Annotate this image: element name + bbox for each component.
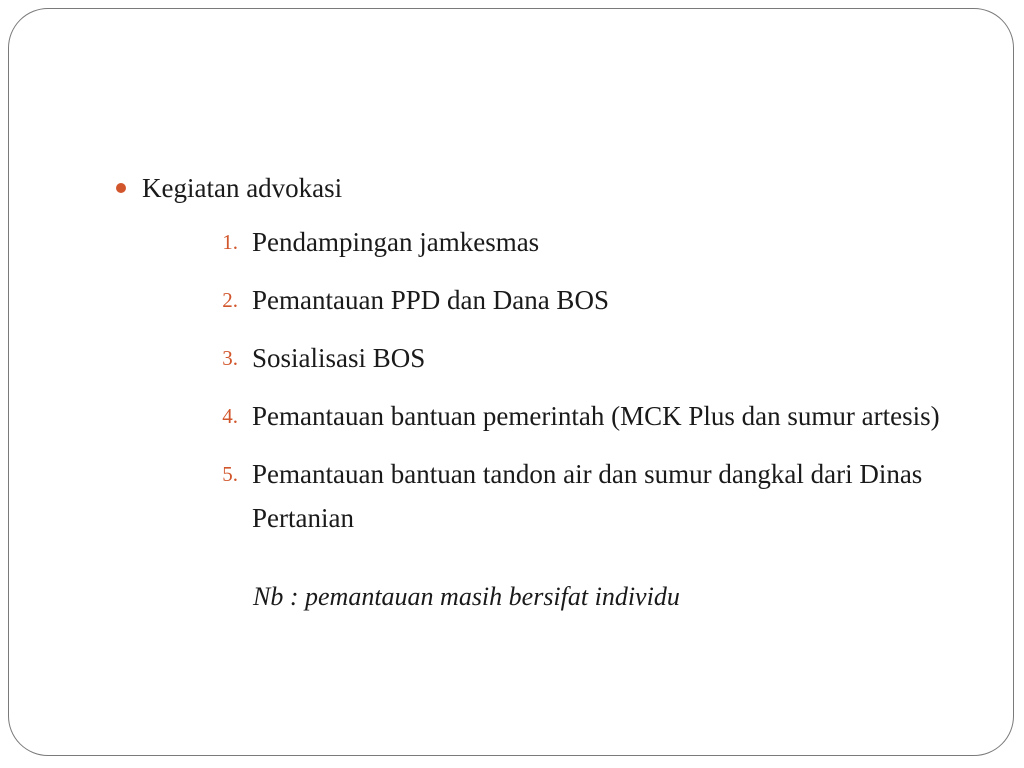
bullet-dot-icon (116, 183, 126, 193)
bullet-heading-text: Kegiatan advokasi (142, 172, 343, 203)
list-item (200, 456, 960, 540)
list-item-text: Sosialisasi BOS (252, 343, 426, 373)
list-item-text: Pemantauan bantuan pemerintah (MCK Plus dan sumur artesis) (252, 401, 940, 431)
list-item-number: 4. (222, 404, 238, 428)
list-item (200, 224, 960, 264)
list-item-text: Pemantauan bantuan tandon air dan sumur dangkal dari Dinas Pertanian (252, 459, 923, 533)
list-item (200, 398, 960, 438)
numbered-list (200, 224, 960, 558)
list-item-number: 2. (222, 288, 238, 312)
list-item-number: 3. (222, 346, 238, 370)
list-item (200, 340, 960, 380)
list-item-text: Pemantauan PPD dan Dana BOS (252, 285, 609, 315)
list-item-number: 1. (222, 230, 238, 254)
list-item-text: Pendampingan jamkesmas (252, 227, 540, 257)
list-item-number: 5. (222, 462, 238, 486)
note-text: Nb : pemantauan masih bersifat individu (253, 582, 680, 611)
bullet-heading (116, 170, 342, 206)
list-item (200, 282, 960, 322)
